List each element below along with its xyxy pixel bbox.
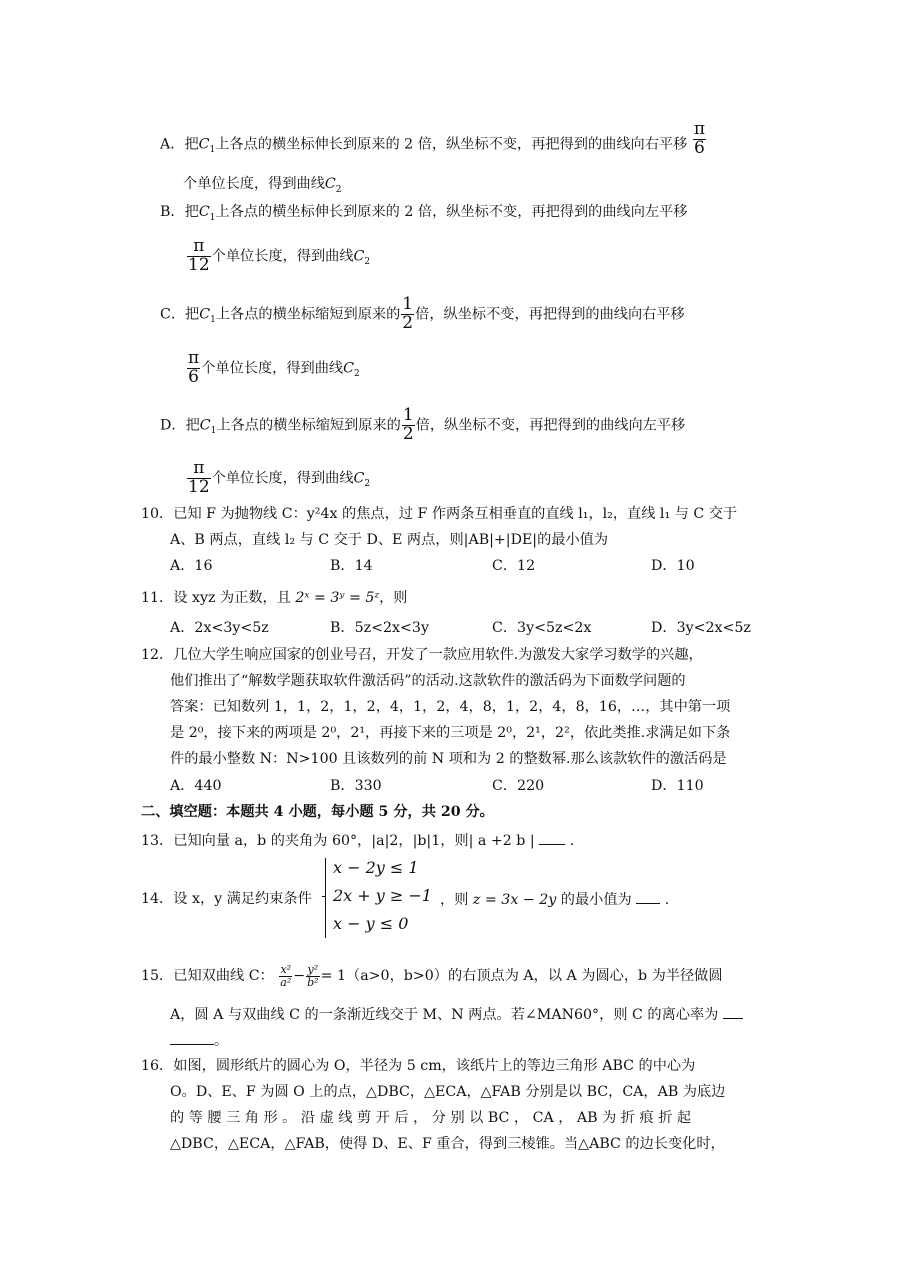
question-text: . [569,833,575,849]
option-text: 个单位长度，得到曲线 [211,248,354,265]
q12-line4 [170,723,730,743]
question-text: 件的最小整数 N：N>100 且该数列的前 N 项和为 2 的整数幂.那么该款软件的激活码是 [170,751,727,767]
q10-line1 [141,504,737,524]
option-a: A．2x<3y<5z [170,620,269,636]
option-b: B．14 [330,558,373,574]
option-text: 把 [184,136,199,153]
option-text: 倍，纵坐标不变，再把得到的曲线向左平移 [415,417,686,434]
option-text: 上各点的横坐标伸长到原来的 2 倍，纵坐标不变，再把得到的曲线向左平移 [215,204,688,220]
option-text: 上各点的横坐标伸长到原来的 2 倍，纵坐标不变，再把得到的曲线向右平移 [215,136,688,153]
question-text: . [664,892,670,908]
answer-blank-cont[interactable] [170,1030,214,1045]
question-text: A，圆 A 与双曲线 C 的一条渐近线交于 M、N 两点。若∠MAN60°，则 C 的离心率为 [170,1007,719,1023]
question-number: 15． [141,968,174,985]
q10-line2 [170,530,608,550]
q9-option-c: C．把$C_1$上各点的横坐标缩短到原来的 $\frac{1}{2}$ 倍，纵坐标不变，再把得到的曲线向右平移 [160,294,685,333]
fraction-pi-12: $\frac{\pi}{12}$ [188,458,210,497]
question-number: 12． [141,647,174,663]
option-d: D．10 [651,558,695,574]
q9-option-b-cont: $\frac{\pi}{12}$ 个单位长度，得到曲线$C_2$ [188,236,371,275]
q9-option-d-cont: $\frac{\pi}{12}$ 个单位长度，得到曲线$C_2$ [188,458,371,497]
objective-function: z = 3x − 2y [472,892,557,908]
minus-sign: − [293,968,306,985]
q16-line1 [141,1056,695,1076]
option-label: B． [160,204,185,220]
constraint-3: x − y ≤ 0 [333,914,409,933]
q15-line3 [170,1030,228,1051]
q9-option-b: B．把$C_1$上各点的横坐标伸长到原来的 2 倍，纵坐标不变，再把得到的曲线向左平移 [160,204,688,223]
option-text: 上各点的横坐标缩短到原来的 [215,306,401,323]
fraction-pi-6: $\frac{\pi}{6}$ [693,119,705,158]
question-text: 的最小值为 [560,892,632,908]
q14-line [141,889,312,909]
option-a: A．440 [170,778,222,794]
fraction-x2-a2: $\frac{\text{x²}}{\text{a²}}$ [280,963,292,989]
section-heading [141,802,494,822]
curve-name: C [324,176,336,192]
q12-line2 [170,671,686,691]
q9-option-a: A．把$C_1$上各点的横坐标伸长到原来的 2 倍，纵坐标不变，再把得到的曲线向右平移 $\frac{\pi}{6}$ [160,119,705,158]
question-number: 13． [141,833,174,849]
option-c: C．12 [492,558,536,574]
option-b: B．330 [330,778,382,794]
question-number: 11． [141,590,174,606]
option-c: C．220 [492,778,545,794]
constraint-2: 2x + y ≥ −1 [333,886,432,905]
question-number: 16． [141,1058,174,1074]
question-text: （a>0，b>0）的右顶点为 A，以 A 为圆心，b 为半径做圆 [346,968,723,985]
option-d: D．3y<2x<5z [651,620,751,636]
q16-line3 [170,1108,691,1128]
system-brace-tick [322,896,326,897]
question-text: 答案：已知数列 1，1，2，1，2，4，1，2，4，8，1，2，4，8，16，…，其中第一项 [170,699,731,715]
option-label: A． [160,136,185,153]
question-text: 如图，圆形纸片的圆心为 O，半径为 5 cm，该纸片上的等边三角形 ABC 的中心为 [173,1058,696,1074]
question-text: 几位大学生响应国家的创业号召，开发了一款应用软件.为激发大家学习数学的兴趣， [173,647,703,663]
option-label: D． [160,417,186,434]
q12-line5 [170,749,727,769]
curve-name: C [198,136,210,153]
option-text: 把 [185,306,200,323]
q15-line2 [170,1004,743,1025]
question-text: O。D、E、F 为圆 O 上的点，△DBC，△ECA，△FAB 分别是以 BC，CA，AB 为底边 [170,1084,726,1100]
fraction-y2-b2: $\frac{\text{y²}}{\text{b²}}$ [307,963,319,989]
option-a: A．16 [170,558,213,574]
question-text: 设 xyz 为正数，且 [173,590,291,606]
question-number: 14． [141,891,174,907]
question-text: 已知向量 a，b 的夹角为 60°，|a|2，|b|1，则| a +2 b | [173,833,535,849]
question-text: ，则 [440,892,469,908]
question-text: 设 x，y 满足约束条件 [173,891,312,907]
answer-blank[interactable] [636,889,660,904]
question-text: 已知双曲线 C： [173,968,274,985]
q12-line1 [141,645,703,665]
curve-name: C [199,417,211,434]
q15-line1 [141,964,723,988]
equation: 2ˣ = 3ʸ = 5ᶻ [295,590,380,606]
question-text: 是 2⁰，接下来的两项是 2⁰，2¹，再接下来的三项是 2⁰，2¹，2²，依此类推.求满足如下条 [170,725,731,741]
option-b: B．5z<2x<3y [330,620,429,636]
question-text: △DBC，△ECA，△FAB，使得 D、E、F 重合，得到三棱锥。当△ABC 的边长变化时， [170,1136,725,1152]
section-title: 二、填空题：本题共 4 小题，每小题 5 分，共 20 分。 [141,804,494,820]
curve-name: C [353,470,365,487]
question-text: 他们推出了“解数学题获取软件激活码”的活动.这款软件的激活码为下面数学问题的 [170,673,686,689]
q12-line3 [170,697,730,717]
question-text: 。 [214,1033,229,1049]
option-text: 个单位长度，得到曲线 [183,176,325,192]
curve-name: C [199,306,211,323]
q16-line4 [170,1134,725,1154]
q11-line1 [141,588,407,608]
answer-blank[interactable] [539,830,565,845]
question-text: ，则 [379,590,408,606]
q13-line [141,830,574,851]
question-text: A、B 两点，直线 l₂ 与 C 交于 D、E 两点，则|AB|+|DE|的最小值为 [170,532,609,548]
curve-name: C [343,360,354,377]
q16-line2 [170,1082,725,1102]
curve-name: C [198,204,210,220]
option-text: 个单位长度，得到曲线 [201,360,344,377]
option-label: C． [160,306,186,323]
fraction-pi-12: $\frac{\pi}{12}$ [188,236,210,275]
q9-option-d: D．把$C_1$上各点的横坐标缩短到原来的 $\frac{1}{2}$ 倍，纵坐标不变，再把得到的曲线向左平移 [160,405,686,444]
question-text: 的 等 腰 三 角 形 。 沿 虚 线 剪 开 后 ， 分 别 以 BC ， CA ， AB 为 折 痕 折 起 [170,1110,692,1126]
option-d: D．110 [651,778,704,794]
q9-option-c-cont: $\frac{\pi}{6}$ 个单位长度，得到曲线$C_2$ [188,348,360,387]
option-text: 把 [185,417,200,434]
option-text: 倍，纵坐标不变，再把得到的曲线向右平移 [415,306,685,323]
constraint-1: x − 2y ≤ 1 [333,858,419,877]
option-text: 上各点的横坐标缩短到原来的 [216,417,401,434]
fraction-one-half: $\frac{1}{2}$ [402,405,414,444]
option-text: 把 [184,204,199,220]
option-text: 个单位长度，得到曲线 [211,470,354,487]
curve-name: C [353,248,365,265]
equation: = 1 [320,968,347,985]
question-number: 10． [141,506,174,522]
answer-blank[interactable] [723,1004,743,1019]
question-text: 已知 F 为抛物线 C：y²4x 的焦点，过 F 作两条互相垂直的直线 l₁，l₂，直线 l₁ 与 C 交于 [173,506,738,522]
fraction-one-half: $\frac{1}{2}$ [402,294,414,333]
option-c: C．3y<5z<2x [492,620,592,636]
q9-option-a-cont: 个单位长度，得到曲线$C_2$ [183,176,342,195]
q14-line-end [440,889,669,910]
fraction-pi-6: $\frac{\pi}{6}$ [188,348,200,387]
